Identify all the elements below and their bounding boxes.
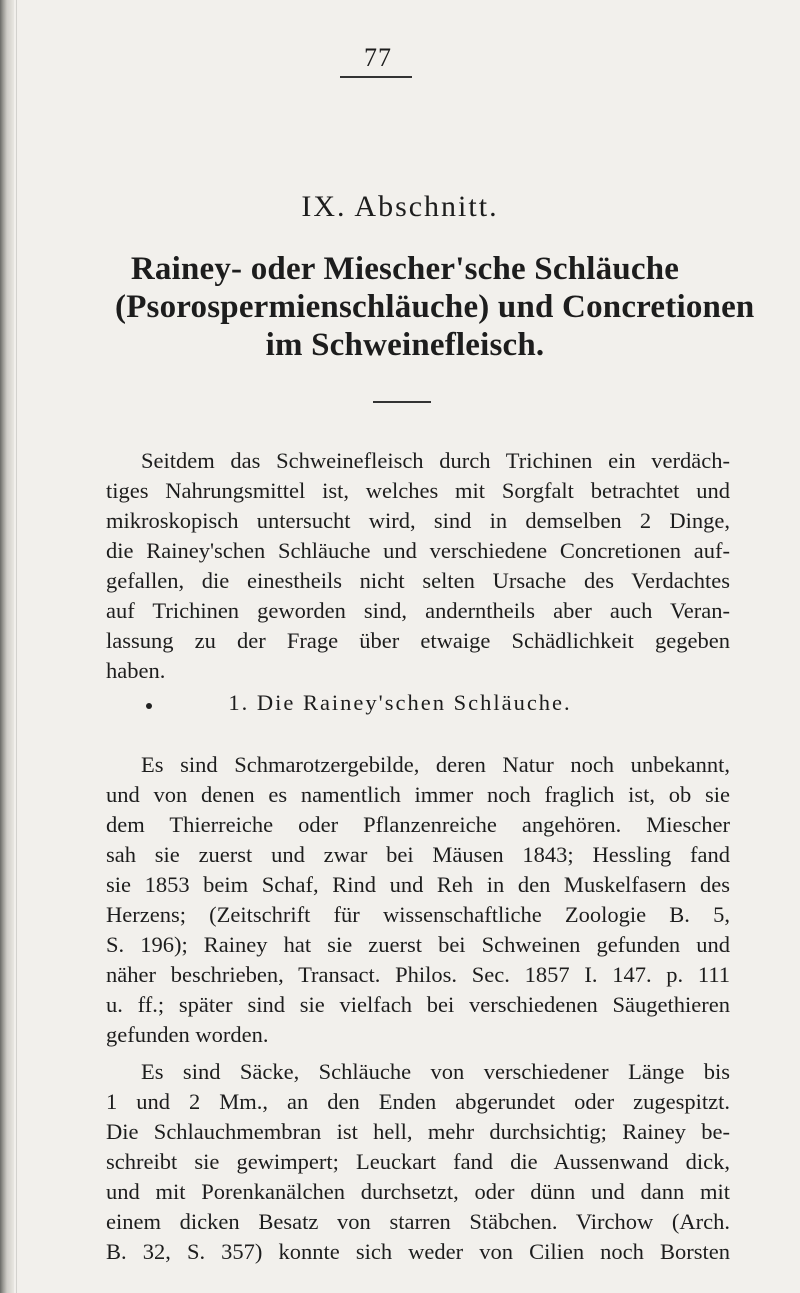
paragraph-2 — [106, 750, 730, 1050]
page-number: 77 — [364, 43, 392, 72]
text-line: haben. — [106, 658, 166, 683]
text-line: und mit Porenkanälchen durchsetzt, oder dünn und dann mit — [106, 1179, 730, 1204]
subsection-heading: 1. Die Rainey'schen Schläuche. — [228, 690, 572, 715]
text-line: Seitdem das Schweinefleisch durch Trichinen ein verdäch- — [141, 448, 730, 473]
text-line: B. 32, S. 357) konnte sich weder von Cilien noch Borsten — [106, 1239, 730, 1264]
text-line: dem Thierreiche oder Pflanzenreiche angehören. Miescher — [106, 812, 730, 837]
text-line: 1 und 2 Mm., an den Enden abgerundet oder zugespitzt. — [106, 1089, 730, 1114]
text-line: Es sind Schmarotzergebilde, deren Natur noch unbekannt, — [141, 752, 730, 777]
chapter-title-line: Rainey- oder Miescher'sche Schläuche — [130, 251, 680, 287]
chapter-title-line: im Schweinefleisch. — [265, 327, 545, 363]
text-line: gefallen, die einestheils nicht selten Ursache des Verdachtes — [106, 568, 730, 593]
text-line: lassung zu der Frage über etwaige Schädlichkeit gegeben — [106, 628, 730, 653]
chapter-title-line: (Psorospermienschläuche) und Concretionen — [115, 289, 755, 325]
chapter-title — [115, 250, 755, 364]
text-line: Es sind Säcke, Schläuche von verschiedener Länge bis — [141, 1059, 730, 1084]
intro-paragraph — [106, 446, 730, 686]
page-number-rule — [340, 76, 412, 78]
section-heading: IX. Abschnitt. — [301, 190, 499, 223]
text-line: auf Trichinen geworden sind, anderntheils aber auch Veran- — [106, 598, 730, 623]
text-line: schreibt sie gewimpert; Leuckart fand die Aussenwand dick, — [106, 1149, 730, 1174]
paragraph-3 — [106, 1057, 730, 1267]
text-line: mikroskopisch untersucht wird, sind in demselben 2 Dinge, — [106, 508, 730, 533]
text-line: S. 196); Rainey hat sie zuerst bei Schweinen gefunden und — [106, 932, 730, 957]
text-line: näher beschrieben, Transact. Philos. Sec. 1857 I. 147. p. 111 — [106, 962, 730, 987]
text-line: tiges Nahrungsmittel ist, welches mit Sorgfalt betrachtet und — [106, 478, 730, 503]
text-line: und von denen es namentlich immer noch fraglich ist, ob sie — [106, 782, 730, 807]
text-line: einem dicken Besatz von starren Stäbchen. Virchow (Arch. — [106, 1209, 730, 1234]
text-line: gefunden worden. — [106, 1022, 269, 1047]
text-line: Herzens; (Zeitschrift für wissenschaftliche Zoologie B. 5, — [106, 902, 730, 927]
text-line: die Rainey'schen Schläuche und verschiedene Concretionen auf- — [106, 538, 730, 563]
text-line: u. ff.; später sind sie vielfach bei verschiedenen Säugethieren — [106, 992, 730, 1017]
text-line: sie 1853 beim Schaf, Rind und Reh in den Muskelfasern des — [106, 872, 730, 897]
text-line: sah sie zuerst und zwar bei Mäusen 1843; Hessling fand — [106, 842, 730, 867]
section-divider-rule — [373, 401, 431, 403]
text-line: Die Schlauchmembran ist hell, mehr durchsichtig; Rainey be- — [106, 1119, 730, 1144]
